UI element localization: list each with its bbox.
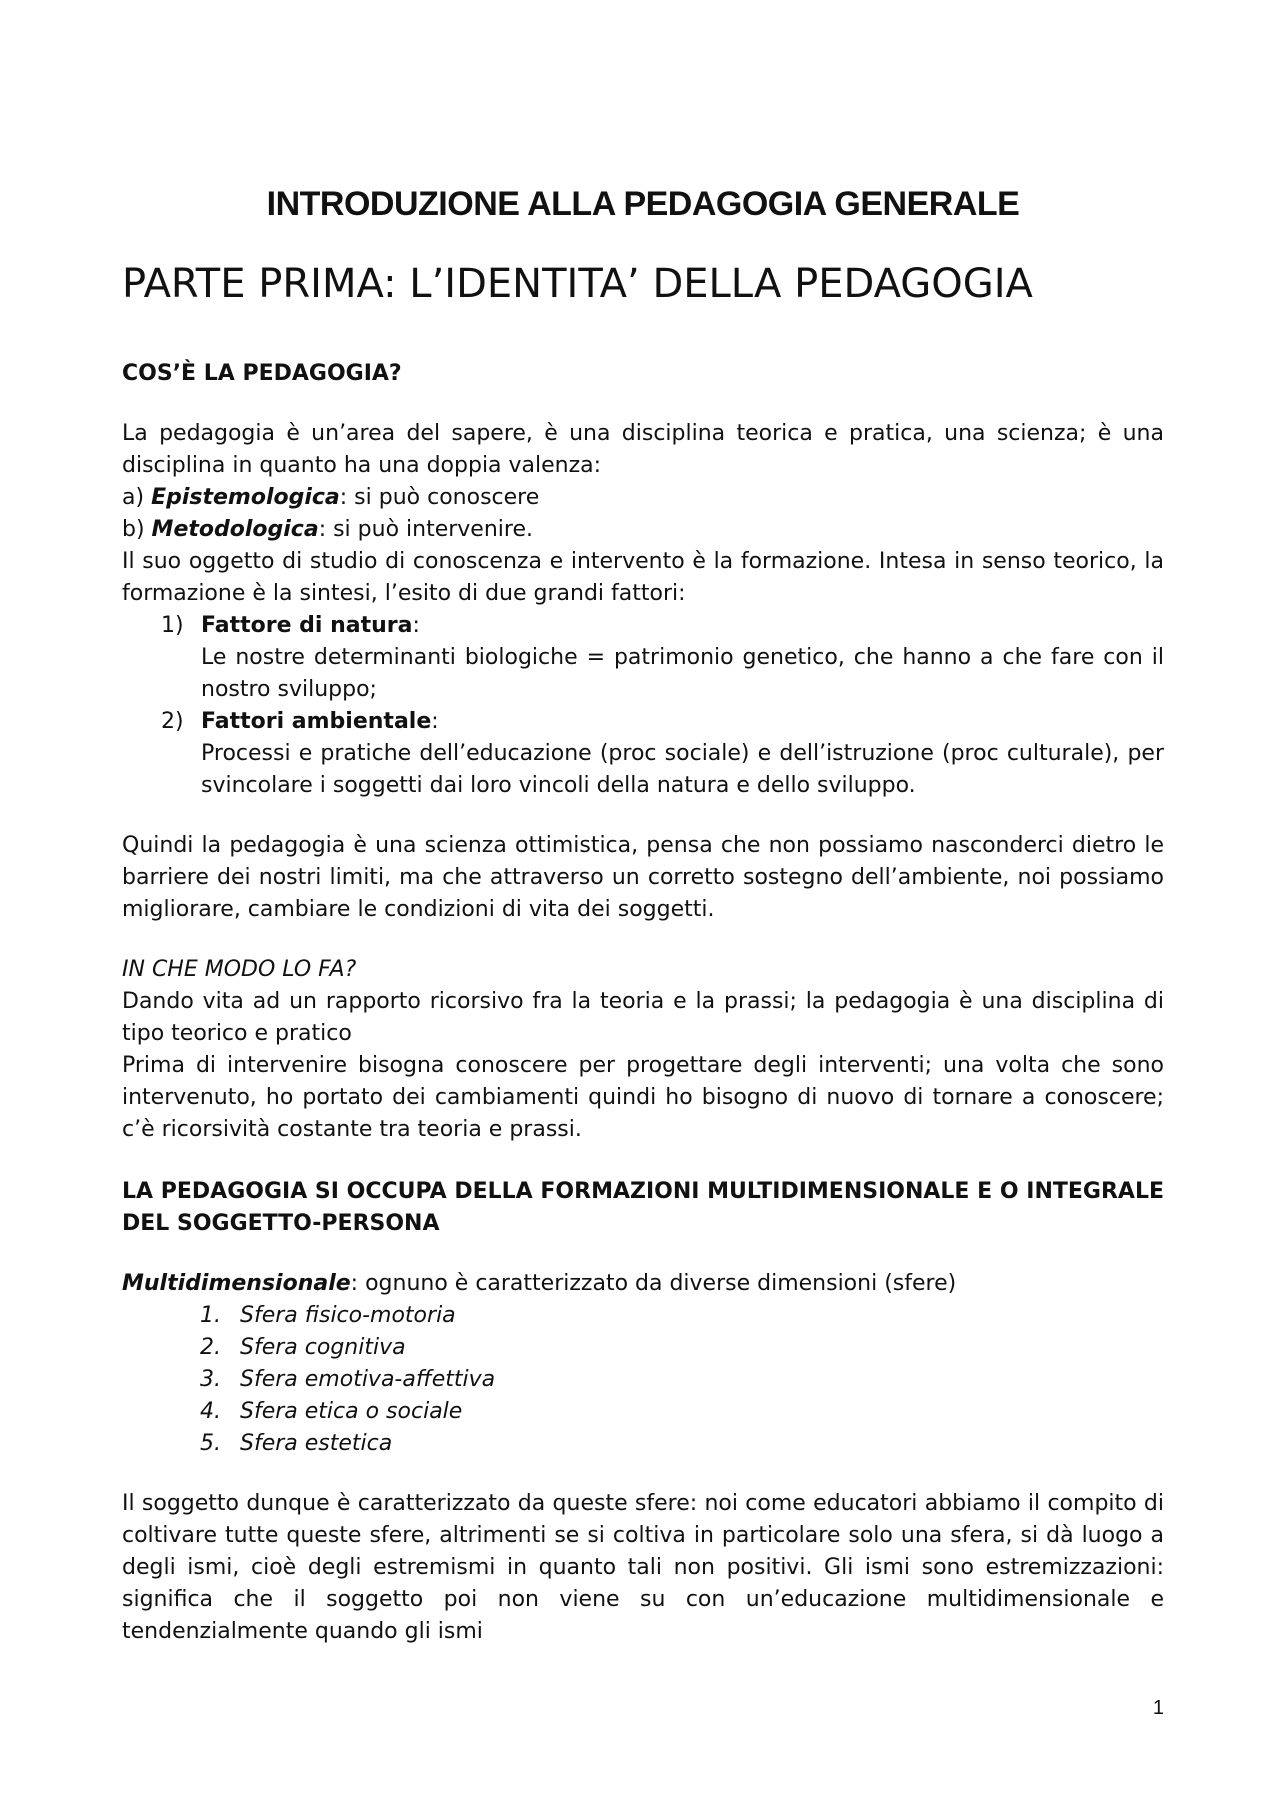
list-item [122, 1396, 1164, 1428]
list-number: 1. [200, 1303, 221, 1328]
risposta-1: Dando vita ad un rapporto ricorsivo fra la teoria e la prassi; la pedagogia è una disciplina di tipo teorico e pratico [122, 989, 1164, 1046]
list-item [122, 1364, 1164, 1396]
list-number: 3. [200, 1367, 221, 1392]
document-page [122, 0, 1164, 1811]
document-body [122, 358, 1164, 1648]
domanda: IN CHE MODO LO FA? [122, 957, 357, 982]
sfera-label: Sfera fisico-motoria [240, 1303, 456, 1328]
multidimensionale: Multidimensionale: ognuno è caratterizzato da diverse dimensioni (sfere) [122, 1271, 957, 1296]
list-item [122, 1332, 1164, 1364]
list-number: 2) [161, 709, 184, 734]
list-item: 2) Fattori ambientale: Processi e pratiche dell’educazione (proc sociale) e dell’istruzione (proc culturale), per svincolare i soggetti dai loro vincoli della natura e dello sviluppo. [122, 706, 1164, 802]
list-number: 1) [161, 613, 184, 638]
list-item [122, 1300, 1164, 1332]
fattore-text: Processi e pratiche dell’educazione (proc sociale) e dell’istruzione (proc culturale), per svincolare i soggetti dai loro vincoli della natura e dello sviluppo. [201, 741, 1164, 798]
sfera-label: Sfera cognitiva [240, 1335, 406, 1360]
section1-conclusione: Quindi la pedagogia è una scienza ottimistica, pensa che non possiamo nasconderci dietro le barriere dei nostri limiti, ma che attraverso un corretto sostegno dell’ambiente, noi possiamo migliorare, cambiare le condizioni di vita dei soggetti. [122, 833, 1164, 922]
valenza-metodologica: b) Metodologica: si può intervenire. [122, 517, 533, 542]
fattori-list [122, 610, 1164, 802]
sfera-label: Sfera estetica [240, 1431, 393, 1456]
valenza-term: Metodologica [151, 517, 319, 542]
list-number: 4. [200, 1399, 221, 1424]
sfera-label: Sfera etica o sociale [240, 1399, 463, 1424]
section2-paragrafo: Il soggetto dunque è caratterizzato da queste sfere: noi come educatori abbiamo il compito di coltivare tutte queste sfere, altrimenti se si coltiva in particolare solo una sfera, si dà luogo a degli ismi, cioè degli estremismi in quanto tali non positivi. Gli ismi sono estremizzazioni: significa che il soggetto poi non viene su con un’educazione multidimensionale e tendenzialmente quando gli ismi [122, 1491, 1164, 1644]
fattore-text: Le nostre determinanti biologiche = patrimonio genetico, che hanno a che fare con il nostro sviluppo; [201, 645, 1164, 702]
document-subtitle: PARTE PRIMA: L’IDENTITA’ DELLA PEDAGOGIA [122, 261, 1033, 307]
list-number: 2. [200, 1335, 221, 1360]
section1-intro: La pedagogia è un’area del sapere, è una disciplina teorica e pratica, una scienza; è una disciplina in quanto ha una doppia valenza: [122, 421, 1164, 478]
valenza-term: Epistemologica [151, 485, 340, 510]
valenza-epistemologica: a) Epistemologica: si può conoscere [122, 485, 540, 510]
document-title: INTRODUZIONE ALLA PEDAGOGIA GENERALE [266, 185, 1020, 223]
fattore-term: Fattori ambientale [201, 709, 432, 734]
fattore-term: Fattore di natura [201, 613, 413, 638]
list-number: 5. [200, 1431, 221, 1456]
list-item [122, 1428, 1164, 1460]
page-number: 1 [1152, 1697, 1164, 1719]
section1-oggetto: Il suo oggetto di studio di conoscenza e intervento è la formazione. Intesa in senso teorico, la formazione è la sintesi, l’esito di due grandi fattori: [122, 549, 1164, 606]
sfera-label: Sfera emotiva-affettiva [240, 1367, 496, 1392]
section1-heading: COS’È LA PEDAGOGIA? [122, 361, 402, 386]
risposta-2: Prima di intervenire bisogna conoscere per progettare degli interventi; una volta che sono intervenuto, ho portato dei cambiamenti quindi ho bisogno di nuovo di tornare a conoscere; c’è ricorsività costante tra teoria e prassi. [122, 1053, 1164, 1142]
multidimensionale-term: Multidimensionale [122, 1271, 351, 1296]
section2-heading: LA PEDAGOGIA SI OCCUPA DELLA FORMAZIONI MULTIDIMENSIONALE E O INTEGRALE DEL SOGGETTO-PERSONA [122, 1179, 1164, 1236]
sfere-list [122, 1300, 1164, 1460]
list-item: 1) Fattore di natura: Le nostre determinanti biologiche = patrimonio genetico, che hanno a che fare con il nostro sviluppo; [122, 610, 1164, 706]
